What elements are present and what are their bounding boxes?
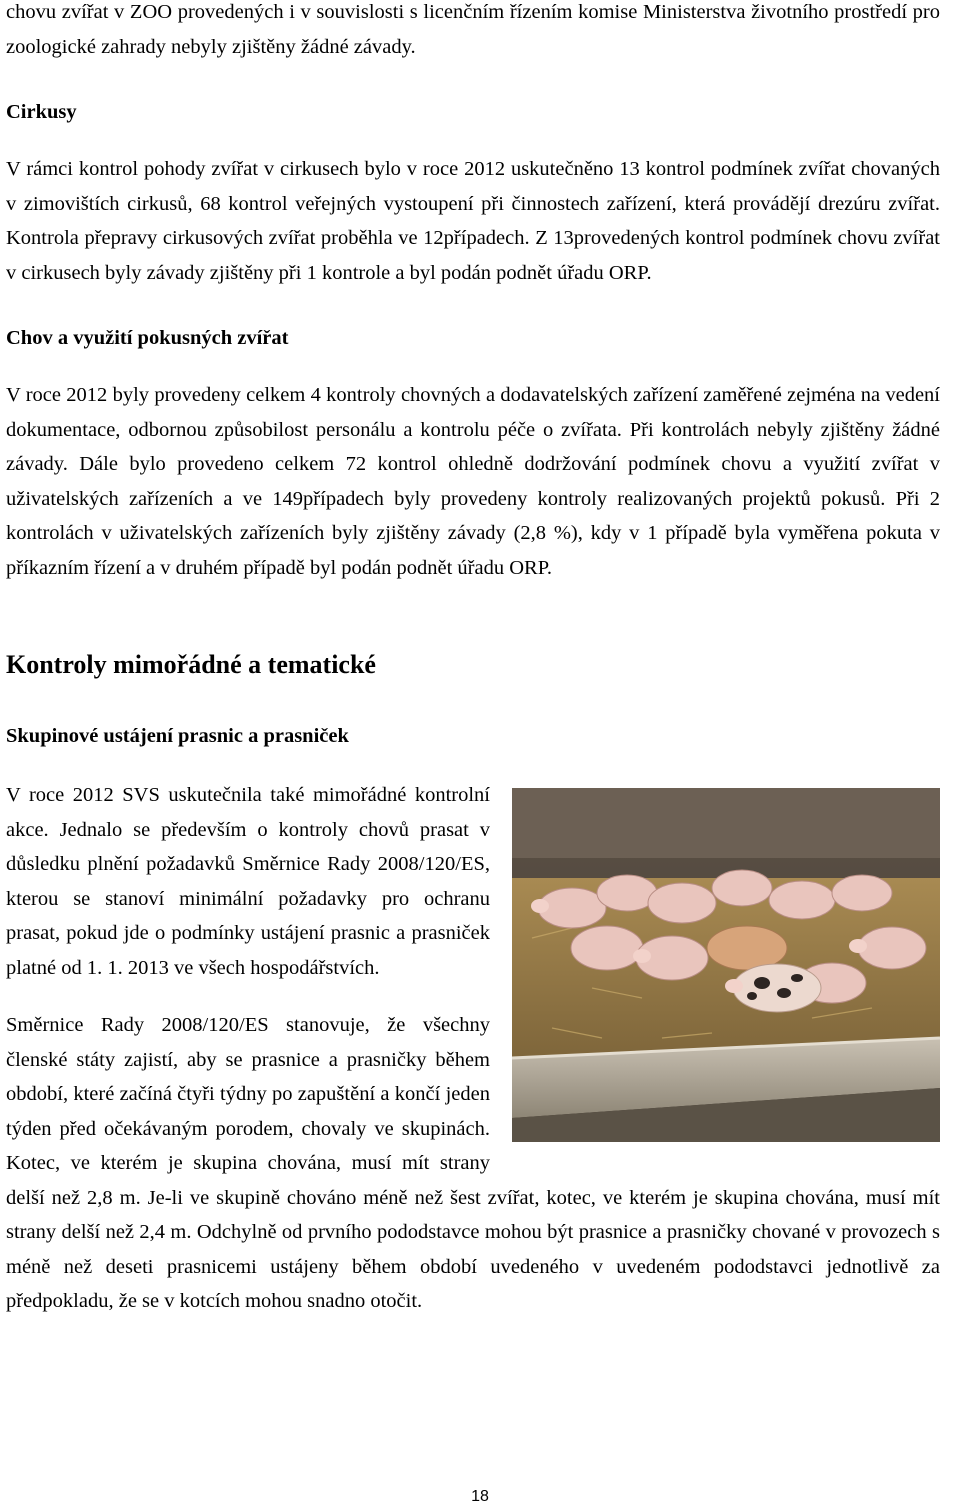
extraordinary-heading: Kontroly mimořádné a tematické [6, 650, 376, 679]
lab-animals-heading: Chov a využití pokusných zvířat [6, 327, 289, 349]
page-number: 18 [471, 1488, 489, 1505]
piglets-photo-illustration [512, 788, 940, 1142]
circus-heading: Cirkusy [6, 101, 77, 123]
sow-housing-paragraph-2: Směrnice Rady 2008/120/ES stanovuje, že všechny členské státy zajistí, aby se prasnice a prasničky během období, které začíná čtyři týdny po zapuštění a končí jeden týden před očekávaným porodem, chovaly ve skupinách. Kotec, ve kterém je skupina chována, musí mít strany delší než 2,8 m. Je-li ve skupině chováno méně než šest zvířat, kotec, ve kterém je skupina chována, musí mít strany delší než 2,4 m. Odchylně od prvního pododstavce mohou být prasnice a prasničky chované v provozech s méně než deseti prasnicemi ustájeny během období uvedeného v uvedeném pododstavci jednotlivě za předpokladu, že se v kotcích mohou snadno otočit. [6, 1014, 940, 1312]
document-page [6, 0, 940, 1319]
sow-housing-paragraph-1: V roce 2012 SVS uskutečnila také mimořádné kontrolní akce. Jednalo se především o kontroly chovů prasat v důsledku plnění požadavků Směrnice Rady 2008/120/ES, kterou se stanoví minimální požadavky pro ochranu prasat, pokud jde o podmínky ustájení prasnic a prasniček platné od 1. 1. 2013 ve všech hospodářstvích. [6, 784, 490, 979]
lab-animals-paragraph: V roce 2012 byly provedeny celkem 4 kontroly chovných a dodavatelských zařízení zaměřené zejména na vedení dokumentace, odbornou způsobilost personálu a kontrolu péče o zvířata. Při kontrolách nebyly zjištěny žádné závady. Dále bylo provedeno celkem 72 kontrol ohledně dodržování podmínek chovu a využití zvířat v uživatelských zařízeních a ve 149případech byly provedeny kontroly realizovaných projektů pokusů. Při 2 kontrolách v uživatelských zařízeních byly zjištěny závady (2,8 %), kdy v 1 případě byla vyměřena pokuta v příkazním řízení a v druhém případě byl podán podnět úřadu ORP. [6, 384, 940, 579]
sow-housing-subheading: Skupinové ustájení prasnic a prasniček [6, 725, 349, 747]
sow-housing-section [6, 778, 940, 1319]
intro-paragraph: chovu zvířat v ZOO provedených i v souvislosti s licenčním řízením komise Ministerstva životního prostředí pro zoologické zahrady nebyly zjištěny žádné závady. [6, 1, 940, 58]
circus-paragraph: V rámci kontrol pohody zvířat v cirkusech bylo v roce 2012 uskutečněno 13 kontrol podmínek zvířat chovaných v zimovištích cirkusů, 68 kontrol veřejných vystoupení při činnostech zařízení, která provádějí drezúru zvířat. Kontrola přepravy cirkusových zvířat proběhla ve 12případech. Z 13provedených kontrol podmínek chovu zvířat v cirkusech byly závady zjištěny při 1 kontrole a byl podán podnět úřadu ORP. [6, 158, 940, 284]
piglets-photo [512, 788, 940, 1142]
